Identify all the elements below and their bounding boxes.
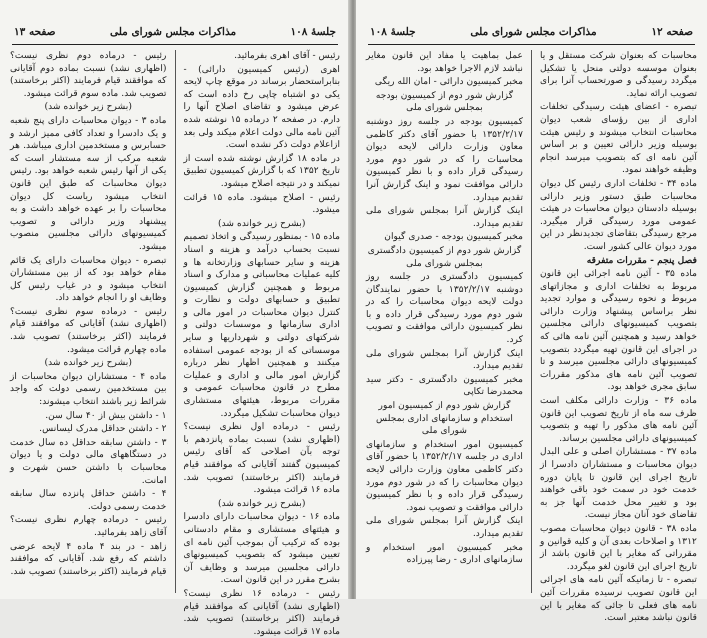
paragraph: ماده ۳۵ - آئین نامه اجرائی این قانون مربوط به تخلفات اداری و مجازاتهای مربوط و نحوه رسیدگی و موارد تجدید نظر براساس پیشنهاد وزارت دارائی بتصویب کمیسیونهای دارائی مجلسین خواهد رسید و همچنین آئین نامه هائی که در اجرای این قانون تهیه میگردد بتصویب کمیسیونهای دارائی مجلسین میرسد و تا تصویب آئین نامه های مذکور مقررات سابق مجری خواهد بود. <box>540 268 698 393</box>
right-page <box>356 0 707 624</box>
left-header-rule <box>12 44 338 45</box>
paragraph: مخبر کمیسیون دادگستری - دکتر سید محمدرضا تکاپی <box>366 373 523 398</box>
paragraph: محاسبات که بعنوان شرکت مستقل و یا بعنوان موسسه دولتی منحل یا تشکیل میگردد رسیدگی و صورتحساب آنرا برای تصویب ارائه نماید. <box>540 50 697 99</box>
left-page-left-column <box>10 50 167 593</box>
paragraph: کمیسیون امور استخدام و سازمانهای اداری در جلسه ۱۳۵۲/۲/۱۷ با حضور آقای دکتر کاظمی معاون وزارت دارائی لایحه دیوان محاسبات را که در شور دوم مورد رسیدگی قرار داده و با نظر کمیسیون دارائی موافقت و تصویب نمود. <box>366 438 523 513</box>
paragraph: زاهد - در بند ۴ ماده ۴ لایحه عرضی داشتم که رفع شد. آقایانی که موافقند قیام فرمایند (اکثر برخاستند) تصویب شد. <box>10 540 167 577</box>
paragraph: اینک گزارش آنرا بمجلس شورای ملی تقدیم میدارد. <box>366 515 523 539</box>
paragraph: ۱ - داشتن بیش از ۴۰ سال سن. <box>45 409 167 421</box>
paragraph: تبصره - دیوان محاسبات دارای یک قائم مقام خواهد بود که از بین مستشاران انتخاب میشود و در غیاب رئیس کل وظایف او را انجام خواهد داد. <box>10 254 167 304</box>
paragraph: (بشرح زیر خوانده شد) <box>44 357 132 369</box>
left-page-column-rule <box>175 50 176 593</box>
paragraph: (بشرح زیر خوانده شد) <box>44 101 132 113</box>
paragraph: رئیس - اصلاح میشود. ماده ۱۵ قرائت میشود. <box>183 191 340 216</box>
paragraph: در ماده ۱۸ گزارش نوشته شده است از تاریخ ۱۳۵۲ که با گزارش کمیسیون تطبیق نمیکند و در نتیجه اصلاح میشود. <box>183 152 341 189</box>
left-page-title: مذاکرات مجلس شورای ملی <box>109 26 237 38</box>
paragraph: ۳ - داشتن سابقه حداقل ده سال خدمت در دستگاههای مالی دولت و یا دیوان محاسبات با داشتن حسن شهرت و امانت. <box>10 436 167 486</box>
paragraph: کمیسیون دادگستری در جلسه روز دوشنبه ۱۳۵۲/۲/۱۷ با حضور نمایندگان دولت لایحه دیوان محاسبات را که در شور دوم مورد رسیدگی قرار داده و با نظر کمیسیون دارائی موافقت و تصویب کرد. <box>366 271 523 346</box>
paragraph: رئیس - درماده چهارم نظری نیست؟ آقای زاهد بفرمائید. <box>10 514 167 538</box>
paragraph: تبصره - تا زمانیکه آئین نامه های اجرائی این قانون تصویب نرسیده مقررات آئین نامه های فعلی تا جائی که مغایر با این قانون نباشد معتبر است. <box>540 574 697 624</box>
paragraph: رئیس - درماده سوم نظری نیست؟ (اظهاری نشد) آقایانی که موافقند قیام فرمایند (اکثر برخاستند) تصویب شد. ماده چهارم قرائت میشود. <box>10 305 167 355</box>
paragraph: تبصره - اعضای هیئت رسیدگی تخلفات اداری از بین رؤسای شعب دیوان محاسبات انتخاب میشوند و رئیس هیئت بوسیله وزیر دارائی تعیین و بر اساس آئین نامه ای که بتصویب میرسد انجام وظیفه خواهند نمود. <box>540 101 697 176</box>
paragraph: رئیس - آقای اهری بفرمائید. <box>234 50 340 61</box>
paragraph: ماده ۱۶ - دیوان محاسبات دارای دادسرا و هیئتهای مستشاری و مقام دادستانی بوده که ترکیب آن بموجب آئین نامه ای تعیین میشود که بتصویب کمیسیونهای دارائی مجلسین میرسد و وظایف آن بشرح مقرر در این قانون است. <box>183 511 341 586</box>
paragraph: رئیس - درماده ۱۶ نظری نیست؟ (اظهاری نشد) آقایانی که موافقند قیام فرمایند (اکثر برخاستند) تصویب شد. ماده ۱۷ قرائت میشود. <box>183 587 340 637</box>
right-page-session: جلسهٔ ۱۰۸ <box>370 26 416 38</box>
left-page-session: جلسهٔ ۱۰۸ <box>290 26 336 38</box>
paragraph: گزارش شور دوم از کمیسیون بودجه بمجلس شورای ملی <box>375 89 514 114</box>
paragraph: مخبر کمیسیون بودجه - صدری گیوان <box>384 231 523 243</box>
paragraph: کمیسیون بودجه در جلسه روز دوشنبه ۱۳۵۲/۲/۱۷ با حضور آقای دکتر کاظمی معاون وزارت دارائی لایحه دیوان محاسبات را که در شور دوم مورد رسیدگی قرار داده و با نظر کمیسیون دارائی موافقت نمود و اینک گزارش آنرا تقدیم میدارد. <box>366 115 523 203</box>
paragraph: ۲ - داشتن حداقل مدرک لیسانس. <box>39 423 167 435</box>
paragraph: رئیس - درماده دوم نظری نیست؟ (اظهاری نشد) نسبت بماده دوم آقایانی که موافقند قیام فرمایند (اکثر برخاستند) تصویب شد. ماده سوم قرائت میشود. <box>10 50 167 99</box>
paragraph: اهری (رئیس کمیسیون دارائی) - بنابراستحضار برساند در موقع چاپ لایحه یکی دو اشتباه چاپی رخ داده است که عرض میشود و تقاضای اصلاح آنها را دارم. در صفحه ۲ درماده ۱۵ نوشته شده آئین نامه مالی دولت اعلام میکند ولی بعد ازاعلام دولت ذکر نشده است. <box>183 63 341 151</box>
right-page-columns <box>366 50 698 624</box>
paragraph: گزارش شور دوم از کمیسیون دادگستری بمجلس شورای ملی <box>367 244 522 269</box>
left-page-right-column <box>183 50 341 637</box>
paragraph: ماده ۳ - دیوان محاسبات دارای پنج شعبه و یک دادسرا و تعداد کافی ممیز ارشد و حسابرس و مستخدمین اداری میباشد. هر شعبه مرکب از سه مستشار است که یکی از آنها رئیس شعبه خواهد بود. رئیس دیوان محاسبات که طبق این قانون انتخاب میشود ریاست کل دیوان محاسبات را بر عهده خواهد داشت و به پیشنهاد وزیر دارائی و تصویب کمیسیونهای دارائی مجلسین منصوب میشود. <box>10 114 167 252</box>
right-page-column-rule <box>531 50 532 593</box>
paragraph: مخبر کمیسیون دارائی - امان الله ریگی <box>374 76 523 88</box>
left-page-columns <box>10 50 341 637</box>
right-page-header <box>370 24 693 40</box>
paragraph: (بشرح زیر خوانده شد) <box>218 497 306 509</box>
paragraph: ماده ۳۶ - وزارت دارائی مکلف است ظرف سه ماه از تاریخ تصویب این قانون آئین نامه های مذکور را تهیه و بتصویب کمیسیونهای دارائی مجلسین برساند. <box>540 395 697 444</box>
paragraph: ماده ۳۷ - مستشاران اصلی و علی البدل دیوان محاسبات و مستشاران دادسرا از تاریخ اجرای این قانون تا پایان دوره خدمت خود در سمت خود باقی خواهند بود و تغییر محل خدمت آنها جز به تقاضای خود آنان مجاز نیست. <box>540 446 697 521</box>
left-page-number: صفحه ۱۳ <box>14 26 56 38</box>
paragraph: ماده ۳۸ - قانون دیوان محاسبات مصوب ۱۳۱۲ و اصلاحات بعدی آن و کلیه قوانین و مقرراتی که مغایر با این قانون باشد از تاریخ اجرای این قانون لغو میگردد. <box>540 522 697 572</box>
paragraph: فصل پنجم - مقررات متفرقه <box>586 254 697 266</box>
right-page-title: مذاکرات مجلس شورای ملی <box>470 26 597 38</box>
left-page <box>0 0 350 637</box>
paragraph: ماده ۳۴ - تخلفات اداری رئیس کل دیوان محاسبات طبق دستور وزیر دارائی بوسیله دادستان دیوان محاسبات در هیئت عمومی مورد رسیدگی قرار میگیرد. مرجع رسیدگی بتقاضای تجدیدنظر در این مورد دیوان عالی کشور است. <box>540 177 697 252</box>
right-page-right-column <box>540 50 698 624</box>
paragraph: اینک گزارش آنرا بمجلس شورای ملی تقدیم میدارد. <box>366 347 523 372</box>
paragraph: گزارش شور دوم از کمیسیون امور استخدام و سازمانهای اداری بمجلس شورای ملی <box>376 400 513 437</box>
paragraph: ۴ - داشتن حداقل پانزده سال سابقه خدمت رسمی دولت. <box>10 488 167 512</box>
right-page-number: صفحه ۱۲ <box>651 26 693 38</box>
right-page-left-column <box>366 50 523 593</box>
paragraph: ماده ۱۵ - بمنظور رسیدگی و اتخاذ تصمیم نسبت بحساب درآمد و هزینه و اسناد هزینه و سایر حسابهای وزارتخانه ها و کلیه عملیات محاسباتی و مدارک و اسناد مربوط و همچنین گزارش کمیسیون تطبیق و حسابهای دولت و نظارت و کنترل دیوان محاسبات در امور مالی و اداری سازمانها و موسسات دولتی و شرکتهای دولتی و شهرداریها و سایر موسساتی که از بودجه عمومی استفاده میکنند و همچنین اظهار نظر درباره گزارش امور مالی و اداری و عملیات مطرح در قانون محاسبات عمومی و مقررات مربوط، هیئتهای مستشاری دیوان محاسبات تشکیل میگردد. <box>183 231 341 419</box>
paragraph: عمل بماهیت یا مفاد این قانون مغایر نباشد لازم الاجرا خواهد بود. <box>366 50 523 74</box>
paragraph: ماده ۴ - مستشاران دیوان محاسبات از بین مستخدمین رسمی دولت که واجد شرائط زیر باشند انتخاب میشوند: <box>10 370 167 408</box>
paragraph: اینک گزارش آنرا بمجلس شورای ملی تقدیم میدارد. <box>366 205 523 229</box>
left-page-header <box>14 24 336 40</box>
right-header-rule <box>368 44 695 45</box>
paragraph: (بشرح زیر خوانده شد) <box>218 217 306 229</box>
paragraph: مخبر کمیسیون امور استخدام و سازمانهای اداری - رضا پیرزاده <box>366 541 523 566</box>
paragraph: رئیس - درماده اول نظری نیست؟ (اظهاری نشد) نسبت بماده پانزدهم با توجه بآن اصلاحی که آقای رئیس کمیسیون گفتند آقایانی که موافقند قیام فرمایند (اکثر برخاستند) تصویب شد. ماده ۱۶ قرائت میشود. <box>183 421 340 496</box>
